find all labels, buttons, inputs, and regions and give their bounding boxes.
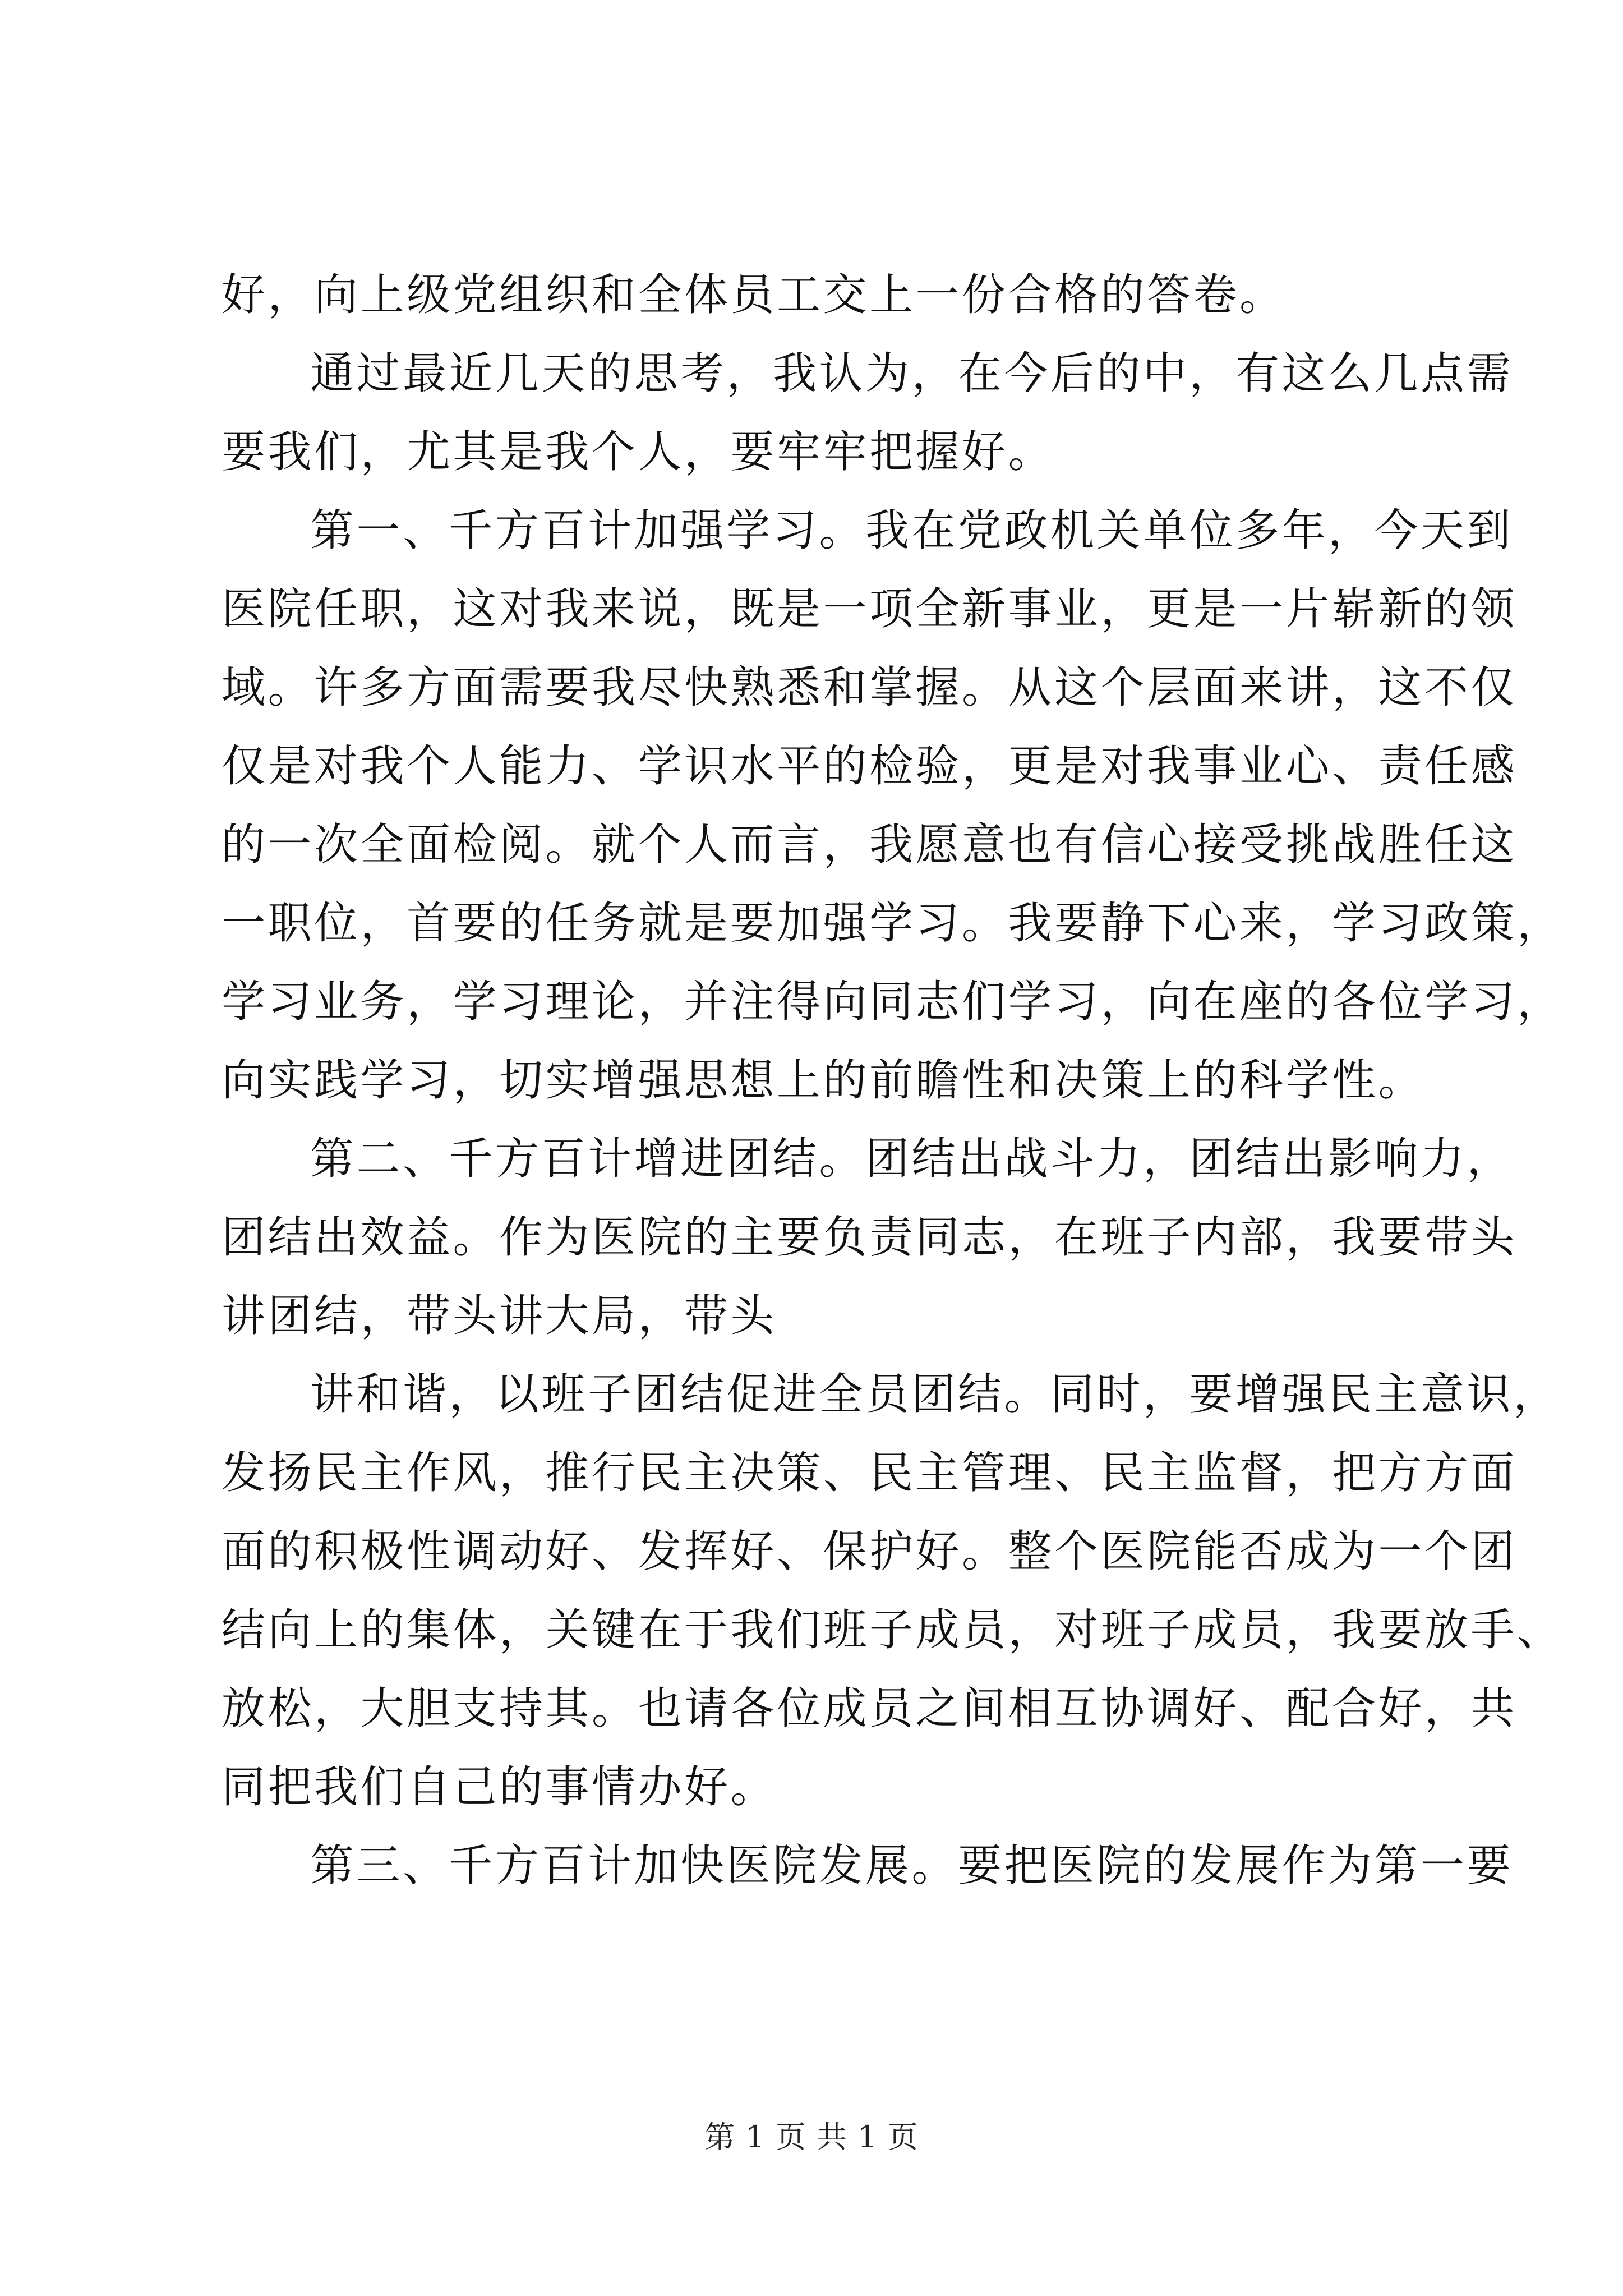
text-line: 发扬民主作风，推行民主决策、民主管理、民主监督，把方方面: [222, 1448, 1518, 1498]
text-line: 面的积极性调动好、发挥好、保护好。整个医院能否成为一个团: [222, 1526, 1518, 1577]
text-line: 要我们，尤其是我个人，要牢牢把握好。: [222, 427, 1055, 477]
text-line: 通过最近几天的思考，我认为，在今后的中，有这么几点需: [310, 348, 1514, 399]
text-line: 第三、千方百计加快医院发展。要把医院的发展作为第一要: [310, 1841, 1514, 1891]
text-line: 一职位，首要的任务就是要加强学习。我要静下心来，学习政策，: [222, 898, 1564, 949]
text-line: 结向上的集体，关键在于我们班子成员，对班子成员，我要放手、: [222, 1605, 1564, 1655]
document-body: [222, 256, 1564, 1905]
text-line: 学习业务，学习理论，并注得向同志们学习，向在座的各位学习，: [222, 977, 1564, 1027]
text-line: 向实践学习，切实增强思想上的前瞻性和决策上的科学性。: [222, 1055, 1425, 1106]
text-line: 好，向上级党组织和全体员工交上一份合格的答卷。: [222, 270, 1286, 320]
text-line: 同把我们自己的事情办好。: [222, 1762, 777, 1812]
text-line: 第二、千方百计增进团结。团结出战斗力，团结出影响力，: [310, 1134, 1514, 1184]
text-line: 放松，大胆支持其。也请各位成员之间相互协调好、配合好，共: [222, 1683, 1518, 1734]
text-line: 讲团结，带头讲大局，带头: [222, 1291, 777, 1341]
text-line: 域。许多方面需要我尽快熟悉和掌握。从这个层面来讲，这不仅: [222, 662, 1518, 713]
text-line: 讲和谐，以班子团结促进全员团结。同时，要增强民主意识，: [310, 1369, 1560, 1420]
text-line: 仅是对我个人能力、学识水平的检验，更是对我事业心、责任感: [222, 741, 1518, 792]
text-line: 团结出效益。作为医院的主要负责同志，在班子内部，我要带头: [222, 1212, 1518, 1263]
text-line: 的一次全面检阅。就个人而言，我愿意也有信心接受挑战胜任这: [222, 820, 1518, 870]
page-footer: 第 1 页 共 1 页: [704, 2119, 919, 2155]
text-line: 第一、千方百计加强学习。我在党政机关单位多年，今天到: [310, 505, 1514, 556]
text-line: 医院任职，这对我来说，既是一项全新事业，更是一片崭新的领: [222, 584, 1518, 634]
